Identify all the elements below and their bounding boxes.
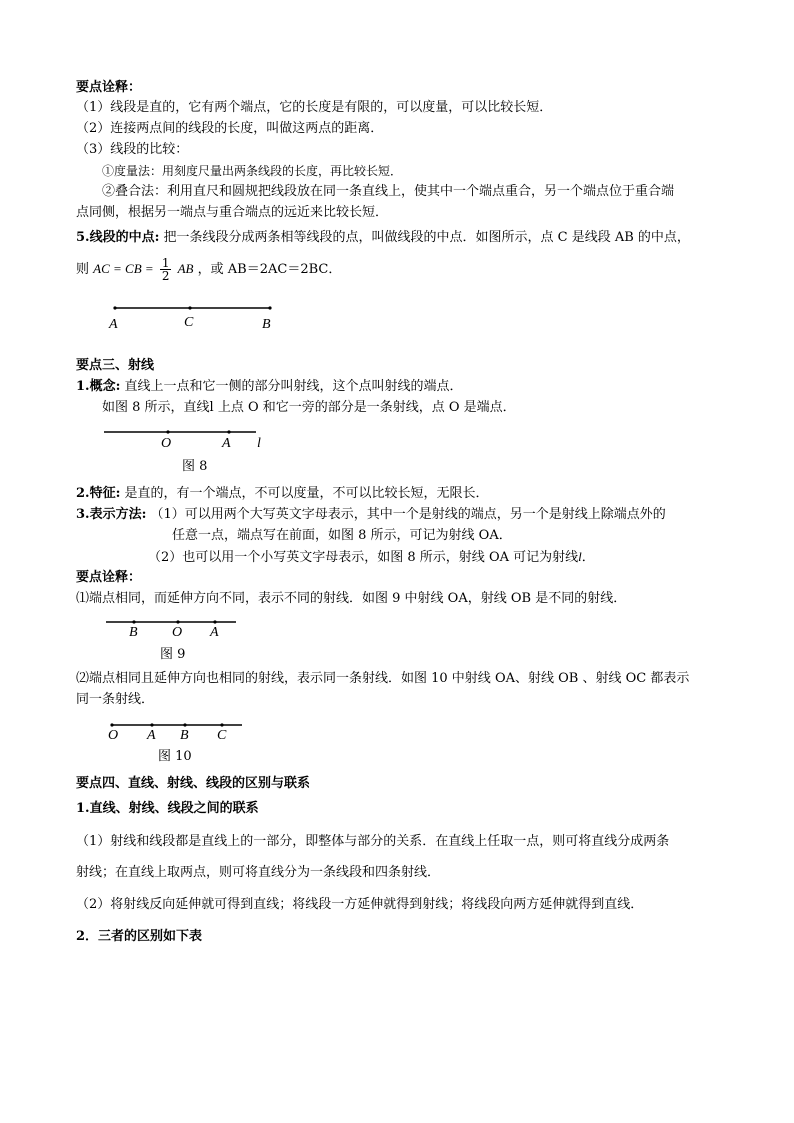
relation-p1-cont: 射线；在直线上取两点，则可将直线分为一条线段和四条射线． xyxy=(76,865,441,880)
midpoint-definition xyxy=(76,229,690,247)
section-3-heading: 要点三、射线 xyxy=(76,358,155,373)
section-4-sub-2: 2．三者的区别如下表 xyxy=(76,929,203,944)
concept-label: 1.概念: xyxy=(76,379,121,394)
fig9-point-a-dot xyxy=(213,620,216,623)
ray-note-1: ⑴端点相同，而延伸方向不同，表示不同的射线．如图 9 中射线 OA，射线 OB 是不同的射线． xyxy=(76,591,627,606)
concept-text: 直线上一点和它一侧的部分叫射线，这个点叫射线的端点． xyxy=(124,379,463,394)
fig10-point-o-label: O xyxy=(108,728,119,743)
fig10-point-a-dot xyxy=(150,723,153,726)
notes-heading: 要点诠释： xyxy=(76,80,142,95)
fig10-point-a-label: A xyxy=(147,728,156,743)
notation-b-end: ． xyxy=(581,550,595,565)
relation-p2: （2）将射线反向延伸就可得到直线；将线段一方延伸就得到射线；将线段向两方延伸就得到直线． xyxy=(76,897,644,912)
point-c-dot xyxy=(188,306,191,309)
point-a-label: A xyxy=(109,317,118,332)
note-2: （2）连接两点间的线段的长度，叫做这两点的距离． xyxy=(76,121,384,136)
ray-note-2: ⑵端点相同且延伸方向也相同的射线，表示同一条射线．如图 10 中射线 OA、射线 OB 、射线 OC 都表示 xyxy=(76,671,690,686)
fig9-point-b-dot xyxy=(132,620,135,623)
point-b-dot xyxy=(268,306,271,309)
fig10-point-b-label: B xyxy=(180,728,189,743)
fig10-caption: 图 10 xyxy=(158,749,192,764)
relation-p1: （1）射线和线段都是直线上的一部分，即整体与部分的关系．在直线上任取一点，则可将直线分成两条 xyxy=(76,834,670,849)
fraction-half xyxy=(160,257,172,282)
fig8-point-o-dot xyxy=(166,430,169,433)
point-a-dot xyxy=(113,306,116,309)
segment-figure xyxy=(108,300,283,335)
fraction-numerator: 1 xyxy=(161,256,170,270)
figure-8 xyxy=(104,425,269,455)
midpoint-equation xyxy=(76,255,341,284)
feature xyxy=(76,485,489,503)
fig8-point-o-label: O xyxy=(161,436,172,451)
fig9-caption: 图 9 xyxy=(160,647,186,662)
concept-example: 如图 8 所示，直线l 上点 O 和它一旁的部分是一条射线，点 O 是端点． xyxy=(102,400,516,415)
section-4-heading: 要点四、直线、射线、线段的区别与联系 xyxy=(76,776,311,791)
feature-label: 2.特征: xyxy=(76,486,121,501)
note-3a-measure: ①度量法：用刻度尺量出两条线段的长度，再比较长短． xyxy=(102,164,403,178)
figure-10 xyxy=(106,718,246,746)
note-3b-overlap: ②叠合法：利用直尺和圆规把线段放在同一条直线上，使其中一个端点重合，另一个端点位于重合端 xyxy=(102,184,675,199)
section-4-sub-1: 1.直线、射线、线段之间的联系 xyxy=(76,801,259,816)
midpoint-text: 把一条线段分成两条相等线段的点，叫做线段的中点．如图所示，点 C 是线段 AB 的中点， xyxy=(163,230,690,245)
notation-b-var: l xyxy=(578,549,582,564)
notation-b xyxy=(148,548,595,567)
ray-note-2-cont: 同一条射线． xyxy=(76,692,155,707)
notation-a2: 任意一点，端点写在前面，如图 8 所示，可记为射线 OA． xyxy=(172,528,512,543)
note-3: （3）线段的比较： xyxy=(76,142,189,157)
fraction-denominator: 2 xyxy=(161,269,170,283)
fig8-point-a-label: A xyxy=(222,436,231,451)
feature-text: 是直的，有一个端点，不可以度量，不可以比较长短，无限长． xyxy=(124,486,489,501)
point-c-label: C xyxy=(184,315,194,330)
note-3b-overlap-cont: 点同侧，根据另一端点与重合端点的远近来比较长短． xyxy=(76,205,389,220)
eq-main: AC = CB = xyxy=(93,261,154,276)
eq-prefix: 则 xyxy=(76,262,90,277)
fig9-point-a-label: A xyxy=(210,625,219,640)
eq-ab: AB xyxy=(177,261,194,276)
fig8-caption: 图 8 xyxy=(182,459,208,474)
figure-9 xyxy=(106,615,241,643)
midpoint-label: 5.线段的中点: xyxy=(76,230,160,245)
notation-a1: （1）可以用两个大写英文字母表示，其中一个是射线的端点，另一个是射线上除端点外的 xyxy=(150,507,666,522)
eq-tail: ，或 AB＝2AC＝2BC． xyxy=(197,262,342,277)
fig10-point-b-dot xyxy=(183,723,186,726)
fig8-point-a-dot xyxy=(227,430,230,433)
fig10-point-c-label: C xyxy=(217,728,227,743)
fig10-point-c-dot xyxy=(220,723,223,726)
fig10-point-o-dot xyxy=(110,723,113,726)
concept xyxy=(76,378,463,396)
fig9-point-b-label: B xyxy=(129,625,138,640)
notation-b-text: （2）也可以用一个小写英文字母表示，如图 8 所示，射线 OA 可记为射线 xyxy=(148,550,579,565)
fig9-point-o-dot xyxy=(176,620,179,623)
notation xyxy=(76,506,666,524)
fig9-point-o-label: O xyxy=(172,625,183,640)
note-1: （1）线段是直的，它有两个端点，它的长度是有限的，可以度量，可以比较长短． xyxy=(76,100,553,115)
fig8-line-label: l xyxy=(257,436,261,451)
notation-label: 3.表示方法: xyxy=(76,507,147,522)
ray-notes-heading: 要点诠释： xyxy=(76,570,142,585)
point-b-label: B xyxy=(262,317,271,332)
